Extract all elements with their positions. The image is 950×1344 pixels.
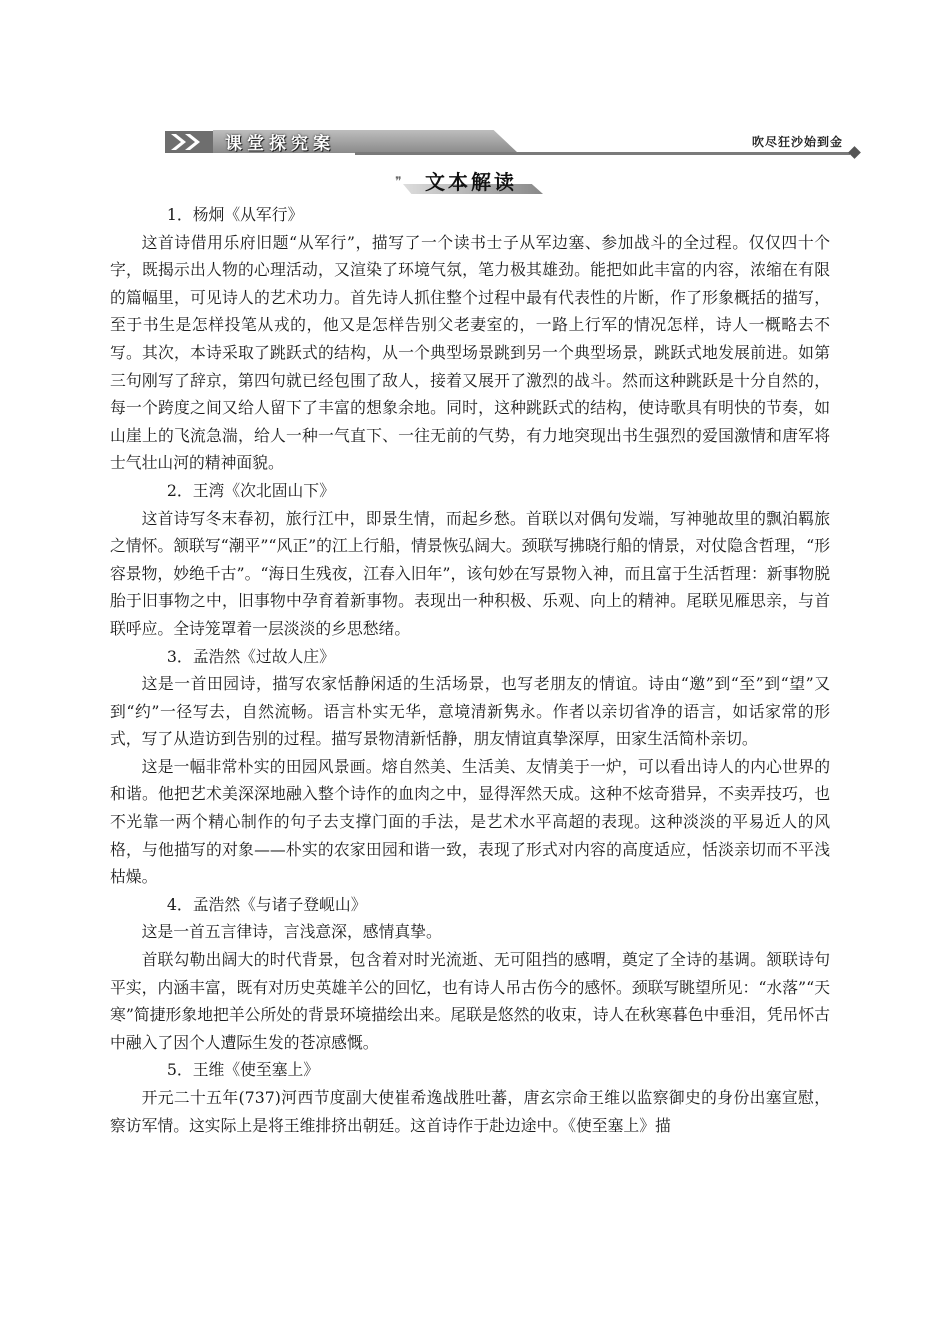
body-paragraph: 这首诗写冬末春初，旅行江中，即景生情，而起乡愁。首联以对偶句发端，写神驰故里的飘泊羁旅之情怀。颔联写“潮平”“风正”的江上行船，情景恢弘阔大。颈联写拂晓行船的情景，对仗隐含哲理，“形容景物，妙绝千古”。“海日生残夜，江春入旧年”，该句妙在写景物入神，而且富于生活哲理：新事物脱胎于旧事物之中，旧事物中孕育着新事物。表现出一种积极、乐观、向上的精神。尾联见雁思亲，与首联呼应。全诗笼罩着一层淡淡的乡思愁绪。 — [110, 508, 830, 638]
body-paragraph: 开元二十五年(737)河西节度副大使崔希逸战胜吐蕃，唐玄宗命王维以监察御史的身份出塞宣慰，察访军情。这实际上是将王维排挤出朝廷。这首诗作于赴边途中。《使至塞上》描 — [110, 1088, 830, 1135]
body-paragraph: 首联勾勒出阔大的时代背景，包含着对时光流逝、无可阻挡的感喟，奠定了全诗的基调。颔联诗句平实，内涵丰富，既有对历史英雄羊公的回忆，也有诗人吊古伤今的感怀。颈联写眺望所见：“水落”“天寒”简捷形象地把羊公所处的背景环境描绘出来。尾联是悠然的收束，诗人在秋寒暮色中垂泪，凭吊怀古中融入了因个人遭际生发的苍凉感慨。 — [110, 950, 830, 1052]
header-rule — [355, 152, 850, 155]
poem-heading: 4．孟浩然《与诸子登岘山》 — [166, 894, 367, 914]
poem-heading: 1．杨炯《从军行》 — [166, 205, 304, 224]
header-slogan: 吹尽狂沙始到金 — [751, 135, 843, 149]
article-body — [110, 201, 830, 1139]
header-tab-title: 课堂探究案 — [225, 134, 335, 154]
quote-mark-icon: ❞ — [395, 174, 402, 188]
section-title: 文本解读 — [425, 170, 517, 194]
poem-heading: 2．王湾《次北固山下》 — [166, 480, 335, 500]
diamond-icon — [848, 146, 861, 159]
body-paragraph: 这是一首田园诗，描写农家恬静闲适的生活场景，也写老朋友的情谊。诗由“邀”到“至”到“望”又到“约”一径写去，自然流畅。语言朴实无华，意境清新隽永。作者以亲切省净的语言，如话家常的形式，写了从造访到告别的过程。描写景物清新恬静，朋友情谊真挚深厚，田家生活简朴亲切。 — [110, 674, 830, 749]
page-header — [165, 128, 865, 158]
section-title-block — [395, 166, 555, 196]
body-paragraph: 这是一幅非常朴实的田园风景画。熔自然美、生活美、友情美于一炉，可以看出诗人的内心世界的和谐。他把艺术美深深地融入整个诗作的血肉之中，显得浑然天成。这种不炫奇猎异，不卖弄技巧，也不光靠一两个精心制作的句子去支撑门面的手法，是艺术水平高超的表现。这种淡淡的平易近人的风格，与他描写的对象——朴实的农家田园和谐一致，表现了形式对内容的高度适应，恬淡亲切而不平浅枯燥。 — [110, 756, 830, 887]
body-paragraph: 这首诗借用乐府旧题“从军行”，描写了一个读书士子从军边塞、参加战斗的全过程。仅仅四十个字，既揭示出人物的心理活动，又渲染了环境气氛，笔力极其雄劲。能把如此丰富的内容，浓缩在有限的篇幅里，可见诗人的艺术功力。首先诗人抓住整个过程中最有代表性的片断，作了形象概括的描写，至于书生是怎样投笔从戎的，他又是怎样告别父老妻室的，一路上行军的情况怎样，诗人一概略去不写。其次，本诗采取了跳跃式的结构，从一个典型场景跳到另一个典型场景，跳跃式地发展前进。如第三句刚写了辞京，第四句就已经包围了敌人，接着又展开了激烈的战斗。然而这种跳跃是十分自然的，每一个跨度之间又给人留下了丰富的想象余地。同时，这种跳跃式的结构，使诗歌具有明快的节奏，如山崖上的飞流急湍，给人一种一气直下、一往无前的气势，有力地突现出书生强烈的爱国激情和唐军将士气壮山河的精神面貌。 — [110, 232, 830, 473]
poem-heading: 3．孟浩然《过故人庄》 — [166, 646, 335, 666]
body-paragraph: 这是一首五言律诗，言浅意深，感情真挚。 — [141, 922, 442, 942]
poem-heading: 5．王维《使至塞上》 — [166, 1060, 320, 1080]
